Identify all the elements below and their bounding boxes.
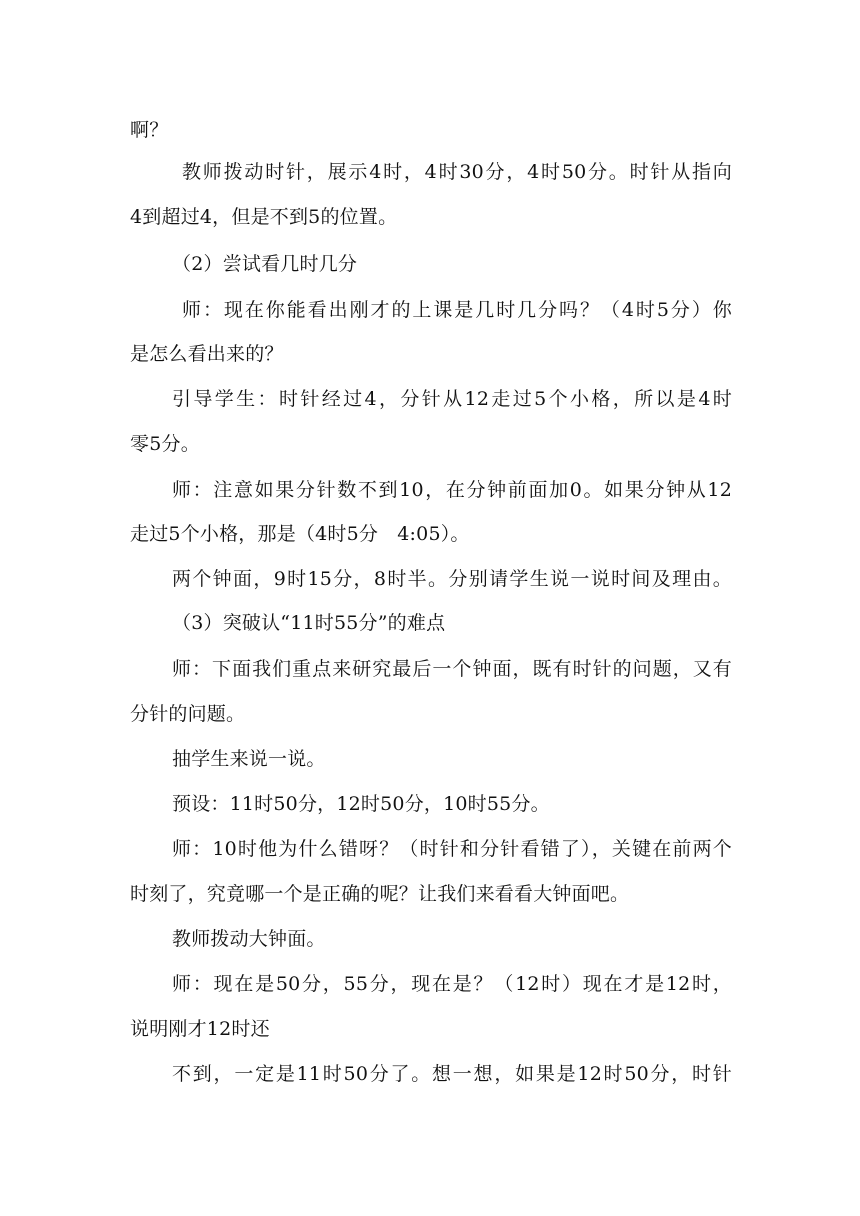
text-line: 啊？ (130, 119, 169, 141)
text-line: 分针的问题。 (130, 703, 246, 725)
section-heading: （3）突破认“11时55分”的难点 (172, 612, 446, 634)
text-line: 是怎么看出来的？ (130, 343, 284, 365)
text-line: 师：注意如果分针数不到10，在分钟前面加0。如果分钟从12 (172, 479, 732, 501)
text-line: 走过5个小格，那是（4时5分 4:05）。 (130, 523, 470, 545)
text-line: 师：下面我们重点来研究最后一个钟面，既有时针的问题，又有 (172, 658, 732, 680)
text-line: 零5分。 (130, 433, 200, 455)
text-line: 抽学生来说一说。 (172, 748, 326, 770)
text-line: 师：10时他为什么错呀？（时针和分针看错了），关键在前两个 (172, 838, 732, 860)
text-line: 不到，一定是11时50分了。想一想，如果是12时50分，时针 (172, 1063, 732, 1085)
text-line: 教师拨动大钟面。 (172, 928, 326, 950)
text-line: 预设：11时50分，12时50分，10时55分。 (172, 793, 550, 815)
text-line: 时刻了，究竟哪一个是正确的呢？让我们来看看大钟面吧。 (130, 883, 630, 905)
text-line: 师：现在是50分，55分，现在是？（12时）现在才是12时， (172, 973, 732, 995)
text-line: 教师拨动时针，展示4时，4时30分，4时50分。时针从指向 (182, 161, 732, 183)
text-line: 引导学生：时针经过4，分针从12走过5个小格，所以是4时 (172, 388, 732, 410)
text-line: 4到超过4，但是不到5的位置。 (130, 206, 398, 228)
section-heading: （2）尝试看几时几分 (172, 253, 358, 275)
text-line: 说明刚才12时还 (130, 1018, 270, 1040)
text-line: 两个钟面，9时15分，8时半。分别请学生说一说时间及理由。 (172, 568, 732, 590)
text-line: 师：现在你能看出刚才的上课是几时几分吗？（4时5分）你 (182, 299, 732, 321)
